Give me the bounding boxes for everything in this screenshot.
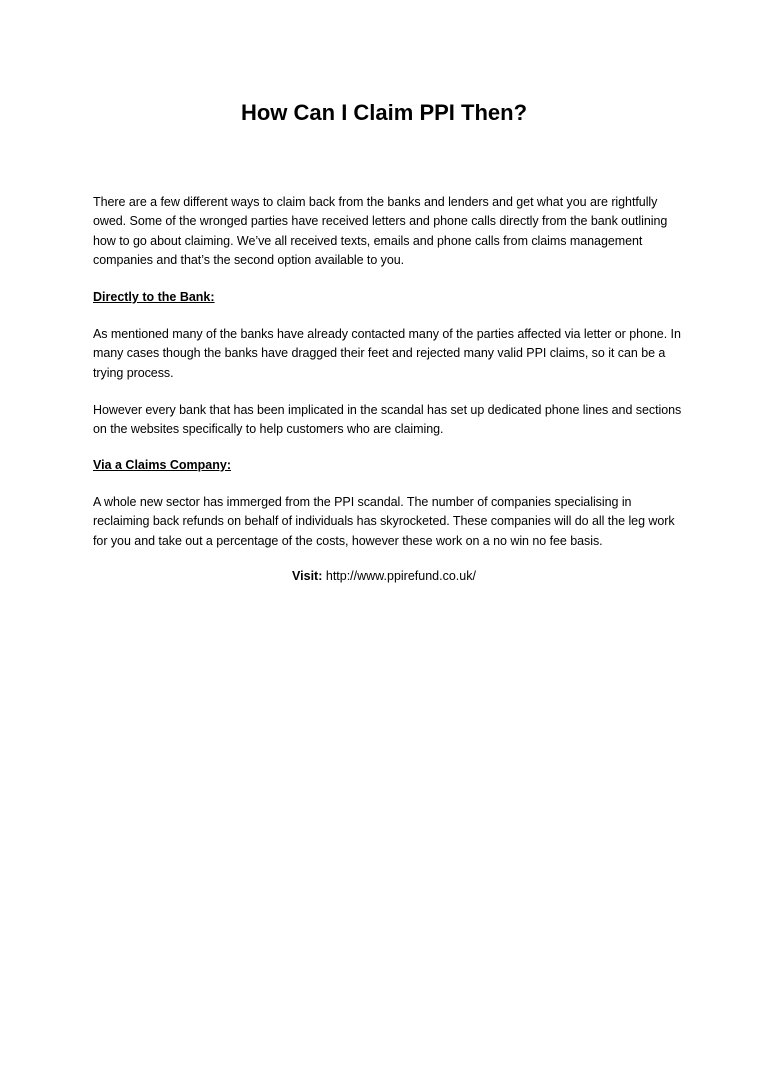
section-heading-claims-company: Via a Claims Company: — [93, 458, 232, 472]
section-heading-bank: Directly to the Bank: — [93, 290, 215, 304]
bank-paragraph-2: However every bank that has been implicated in the scandal has set up dedicated phone lines and sections on the websites specifically to help customers who are claiming. — [93, 403, 682, 437]
bank-paragraph-1: As mentioned many of the banks have already contacted many of the parties affected via letter or phone. In many cases though the banks have dragged their feet and rejected many valid PPI claims, so it can be a trying process. — [93, 327, 681, 380]
visit-label: Visit: — [292, 569, 323, 583]
visit-line — [0, 567, 768, 586]
claims-company-paragraph: A whole new sector has immerged from the PPI scandal. The number of companies specialising in reclaiming back refunds on behalf of individuals has skyrocketed. These companies will do all the leg work for you and take out a percentage of the costs, however these work on a no win no fee basis. — [93, 495, 675, 548]
visit-url: http://www.ppirefund.co.uk/ — [322, 569, 476, 583]
page-title: How Can I Claim PPI Then? — [240, 100, 528, 125]
intro-paragraph: There are a few different ways to claim back from the banks and lenders and get what you are rightfully owed. Some of the wronged parties have received letters and phone calls directly from the bank outlining how to go about claiming. We’ve all received texts, emails and phone calls from claims management companies and that’s the second option available to you. — [93, 195, 668, 267]
